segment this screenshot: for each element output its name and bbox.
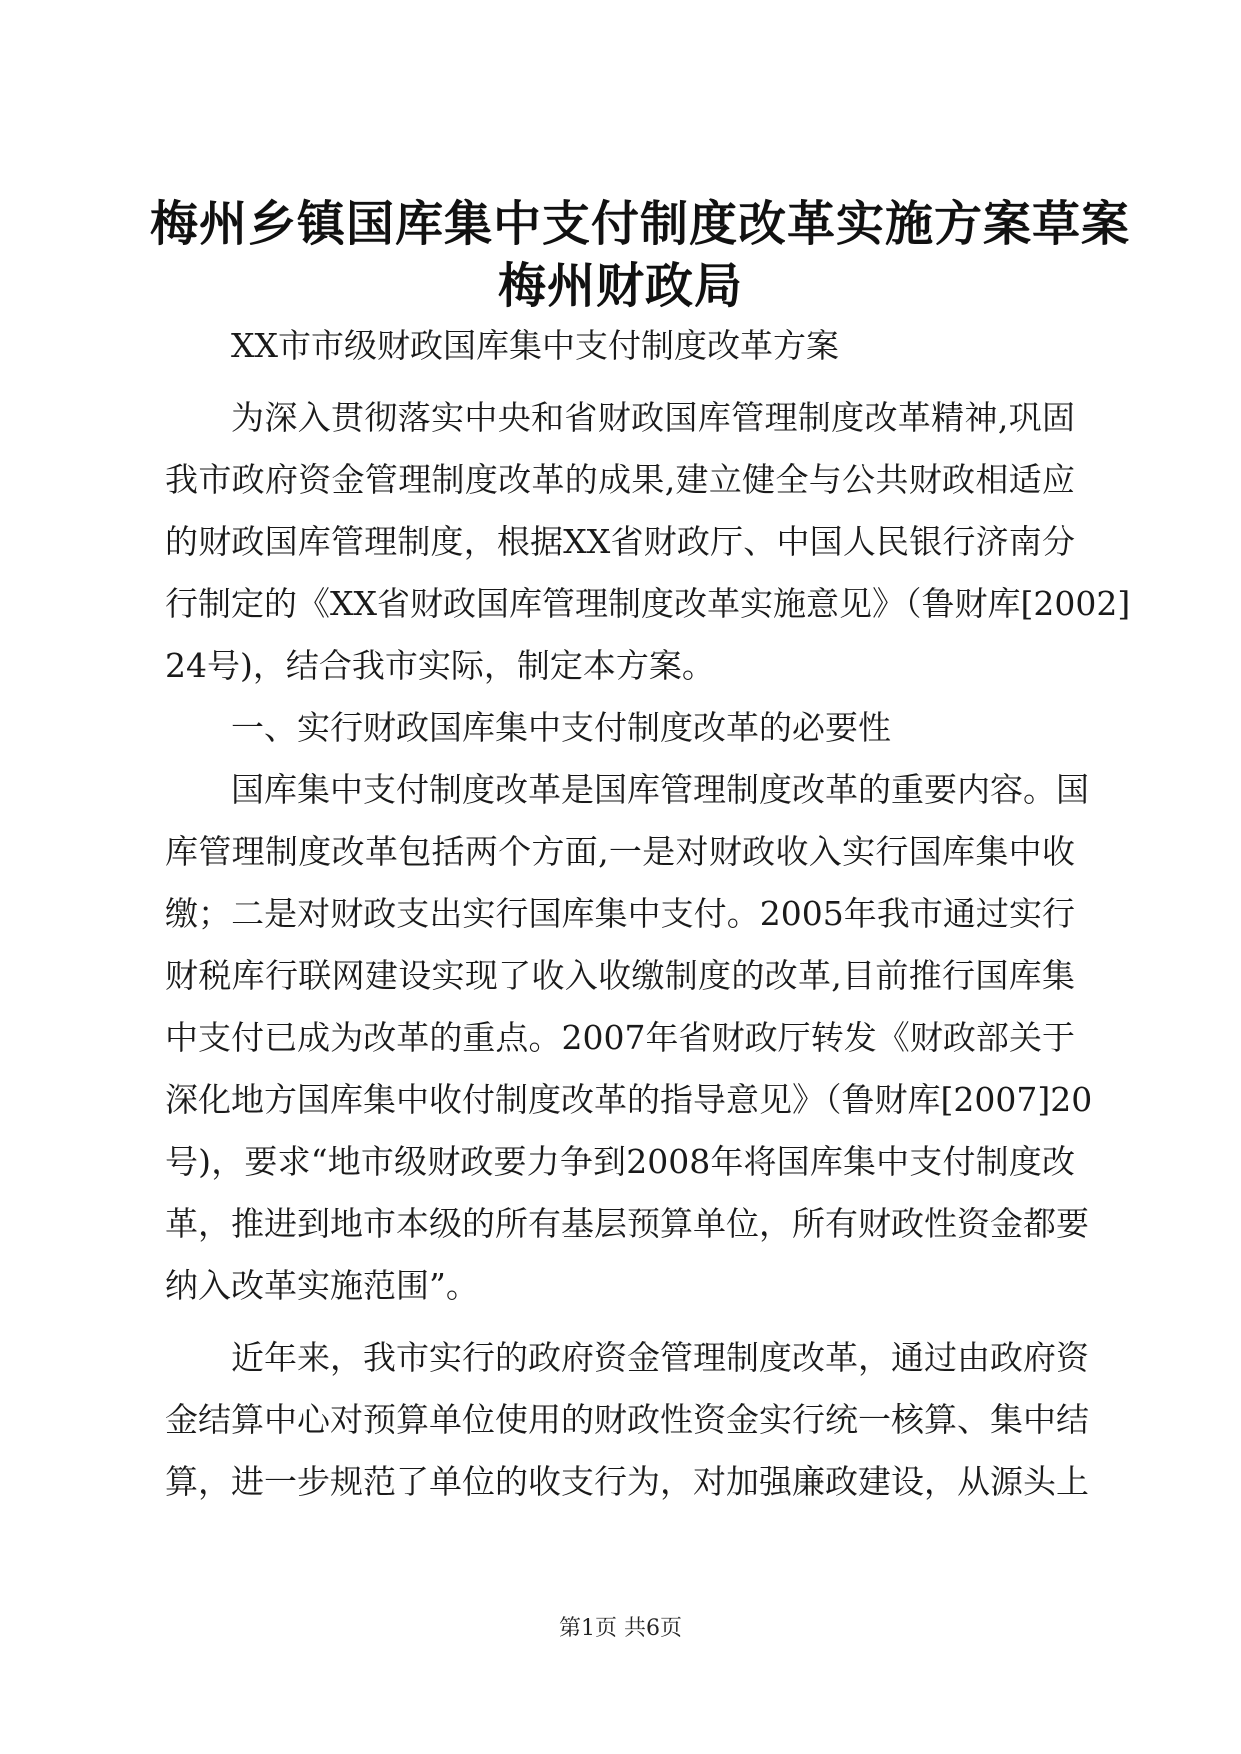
subtitle-line: XX市市级财政国库集中支付制度改革方案 [231, 326, 839, 365]
document-title-line-2: 梅州财政局 [497, 258, 743, 314]
paragraph-line: 金结算中心对预算单位使用的财政性资金实行统一核算、集中结 [165, 1400, 1089, 1439]
paragraph-line: 财税库行联网建设实现了收入收缴制度的改革,目前推行国库集 [165, 956, 1075, 995]
paragraph-line: 我市政府资金管理制度改革的成果,建立健全与公共财政相适应 [165, 460, 1075, 499]
paragraph-line: 缴；二是对财政支出实行国库集中支付。2005年我市通过实行 [165, 894, 1075, 933]
document-title-line-1: 梅州乡镇国库集中支付制度改革实施方案草案 [150, 196, 1131, 252]
page-footer [0, 1611, 1241, 1642]
paragraph-line: 号)，要求“地市级财政要力争到2008年将国库集中支付制度改 [165, 1142, 1075, 1181]
paragraph-line: 库管理制度改革包括两个方面,一是对财政收入实行国库集中收 [165, 832, 1075, 871]
paragraph-line: 行制定的《XX省财政国库管理制度改革实施意见》（鲁财库[2002] [165, 584, 1131, 623]
paragraph-line: 革，推进到地市本级的所有基层预算单位，所有财政性资金都要 [165, 1204, 1089, 1243]
paragraph-line: 24号)，结合我市实际，制定本方案。 [165, 646, 715, 685]
paragraph-line: 近年来，我市实行的政府资金管理制度改革，通过由政府资 [231, 1338, 1089, 1377]
paragraph-line: 深化地方国库集中收付制度改革的指导意见》（鲁财库[2007]20 [165, 1080, 1093, 1119]
paragraph-line: 国库集中支付制度改革是国库管理制度改革的重要内容。国 [231, 770, 1089, 809]
paragraph-line: 算，进一步规范了单位的收支行为，对加强廉政建设，从源头上 [165, 1462, 1089, 1501]
section-heading: 一、实行财政国库集中支付制度改革的必要性 [231, 708, 891, 747]
paragraph-line: 的财政国库管理制度，根据XX省财政厅、中国人民银行济南分 [165, 522, 1075, 561]
page-number-label: 第1页 共6页 [559, 1616, 682, 1641]
paragraph-line: 中支付已成为改革的重点。2007年省财政厅转发《财政部关于 [165, 1018, 1075, 1057]
paragraph-line: 为深入贯彻落实中央和省财政国库管理制度改革精神,巩固 [231, 398, 1075, 437]
paragraph-line: 纳入改革实施范围”。 [165, 1266, 479, 1305]
